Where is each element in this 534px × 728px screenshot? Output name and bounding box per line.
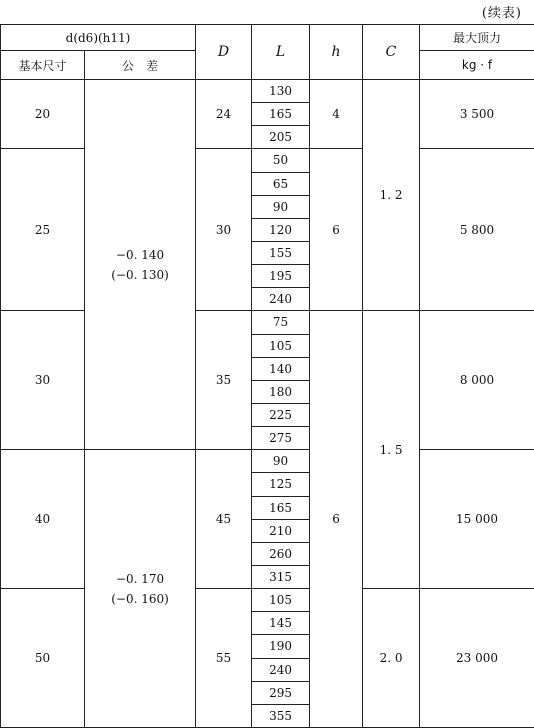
L-cell: 120 (252, 218, 310, 241)
max-force-header: 最大顶力 (420, 25, 534, 51)
L-cell: 155 (252, 241, 310, 264)
L-cell: 105 (252, 589, 310, 612)
L-cell: 180 (252, 380, 310, 403)
tolerance-cell: −0. 140 (−0. 130) (85, 80, 196, 450)
max-force-cell: 8 000 (420, 311, 534, 450)
L-cell: 90 (252, 450, 310, 473)
d-group-header: d(d6)(h11) (1, 25, 196, 51)
max-force-cell: 23 000 (420, 589, 534, 728)
basic-size-cell: 50 (1, 589, 85, 728)
L-cell: 210 (252, 519, 310, 542)
max-force-cell: 5 800 (420, 149, 534, 311)
L-cell: 240 (252, 288, 310, 311)
C-cell: 1. 2 (363, 80, 420, 311)
max-force-cell: 15 000 (420, 450, 534, 589)
L-cell: 295 (252, 681, 310, 704)
L-cell: 315 (252, 565, 310, 588)
L-cell: 260 (252, 542, 310, 565)
L-cell: 225 (252, 403, 310, 426)
L-cell: 355 (252, 704, 310, 727)
L-cell: 205 (252, 126, 310, 149)
L-cell: 105 (252, 334, 310, 357)
h-cell: 4 (310, 80, 363, 149)
L-cell: 165 (252, 496, 310, 519)
basic-size-cell: 25 (1, 149, 85, 311)
tolerance-header: 公 差 (85, 51, 196, 80)
h-cell: 6 (310, 311, 363, 728)
basic-size-cell: 20 (1, 80, 85, 149)
max-force-unit: kg · f (420, 51, 534, 80)
continued-caption: (续表) (481, 6, 522, 21)
L-cell: 165 (252, 103, 310, 126)
D-cell: 24 (196, 80, 252, 149)
C-cell: 2. 0 (363, 589, 420, 728)
L-cell: 140 (252, 357, 310, 380)
L-cell: 240 (252, 658, 310, 681)
L-cell: 125 (252, 473, 310, 496)
L-cell: 90 (252, 195, 310, 218)
D-cell: 45 (196, 450, 252, 589)
D-cell: 55 (196, 589, 252, 728)
L-cell: 75 (252, 311, 310, 334)
max-force-cell: 3 500 (420, 80, 534, 149)
L-cell: 65 (252, 172, 310, 195)
L-cell: 190 (252, 635, 310, 658)
h-cell: 6 (310, 149, 363, 311)
L-cell: 195 (252, 265, 310, 288)
basic-size-cell: 40 (1, 450, 85, 589)
tolerance-cell: −0. 170 (−0. 160) (85, 450, 196, 728)
L-cell: 145 (252, 612, 310, 635)
L-cell: 50 (252, 149, 310, 172)
col-L-header: L (252, 25, 310, 80)
col-h-header: h (310, 25, 363, 80)
L-cell: 275 (252, 427, 310, 450)
L-cell: 130 (252, 80, 310, 103)
C-cell: 1. 5 (363, 311, 420, 589)
basic-size-cell: 30 (1, 311, 85, 450)
specification-table (0, 24, 534, 728)
col-D-header: D (196, 25, 252, 80)
col-C-header: C (363, 25, 420, 80)
basic-size-header: 基本尺寸 (1, 51, 85, 80)
D-cell: 30 (196, 149, 252, 311)
D-cell: 35 (196, 311, 252, 450)
